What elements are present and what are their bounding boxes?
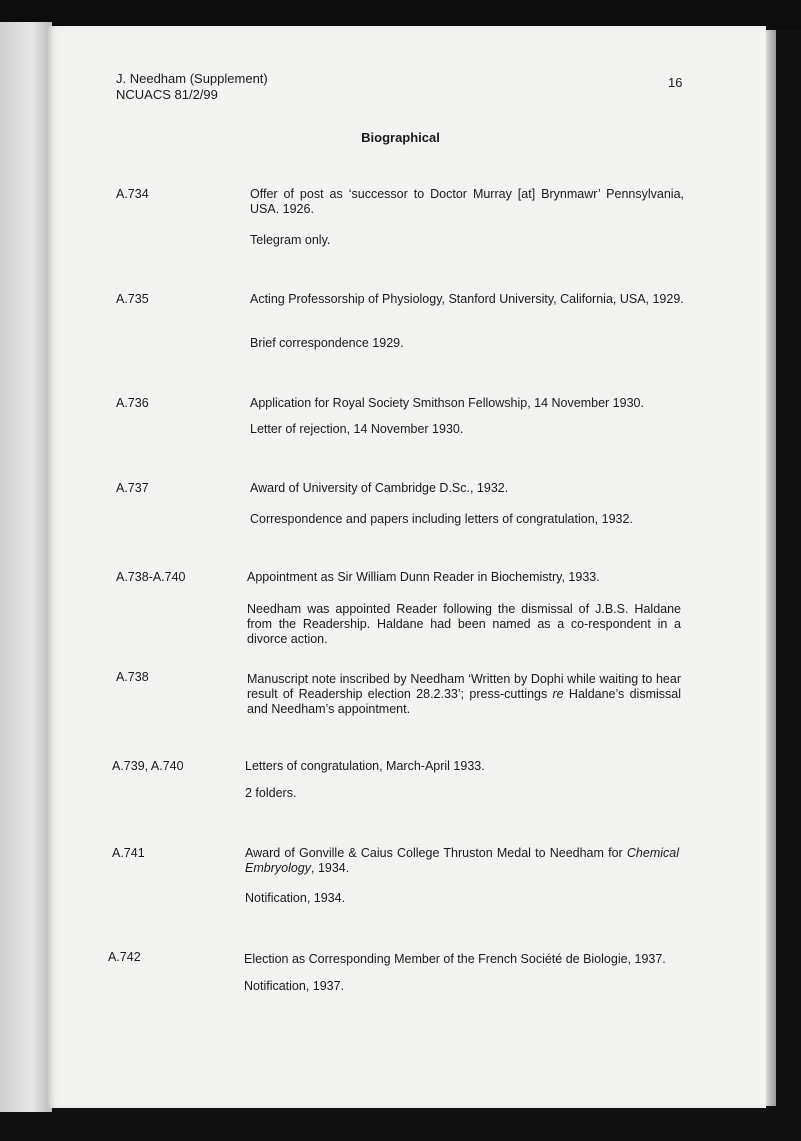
entry-ref: A.739, A.740 <box>112 759 184 773</box>
entry-title <box>247 672 681 717</box>
entry-ref: A.737 <box>116 481 149 495</box>
entry-title: Election as Corresponding Member of the French Société de Biologie, 1937. <box>244 952 666 966</box>
entry-title: Offer of post as ‘successor to Doctor Murray [at] Brynmawr’ Pennsylvania, USA. 1926. <box>250 187 684 216</box>
page-edge <box>766 30 776 1106</box>
entry-text: , 1934. <box>311 861 350 875</box>
entry-ref: A.742 <box>108 950 141 964</box>
entry-note: Notification, 1937. <box>244 979 345 993</box>
entry-title: Application for Royal Society Smithson Fellowship, 14 November 1930. <box>250 396 644 410</box>
entry-note: Brief correspondence 1929. <box>250 336 404 350</box>
entry-text: Haldane’s dismissal and Needham’s appointment. <box>247 687 681 716</box>
entry-ref: A.738 <box>116 670 149 684</box>
section-title: Biographical <box>361 130 440 145</box>
entry-ref: A.735 <box>116 292 149 306</box>
entry-ref: A.738-A.740 <box>116 570 186 584</box>
binding-edge <box>0 22 52 1112</box>
entry-note: Needham was appointed Reader following the dismissal of J.B.S. Haldane from the Readership. Haldane had been named as a co-respondent in a divorce action. <box>247 602 681 646</box>
entry-ref: A.741 <box>112 846 145 860</box>
entry-title: Award of University of Cambridge D.Sc., 1932. <box>250 481 509 495</box>
page-number: 16 <box>668 75 683 90</box>
entry-text: Manuscript note inscribed by Needham ‘Written by Dophi while waiting to hear result of Readership election 28.2.33’; press-cuttings <box>247 672 681 701</box>
entry-text-italic: Chemical Embryology <box>245 846 679 875</box>
document-header <box>116 71 268 103</box>
entry-note: Notification, 1934. <box>245 891 346 905</box>
header-reference: NCUACS 81/2/99 <box>116 87 218 102</box>
entry-note: Correspondence and papers including letters of congratulation, 1932. <box>250 512 633 526</box>
entry-text: Award of Gonville & Caius College Thruston Medal to Needham for <box>245 846 627 860</box>
entry-ref: A.736 <box>116 396 149 410</box>
entry-text-italic: re <box>552 687 564 701</box>
entry-title: Appointment as Sir William Dunn Reader in Biochemistry, 1933. <box>247 570 600 584</box>
entry-note: Telegram only. <box>250 233 331 247</box>
header-title: J. Needham (Supplement) <box>116 71 268 86</box>
entry-title <box>245 846 679 876</box>
entry-note: 2 folders. <box>245 786 297 800</box>
entry-title: Letters of congratulation, March-April 1933. <box>245 759 485 773</box>
entry-ref: A.734 <box>116 187 149 201</box>
entry-title: Acting Professorship of Physiology, Stanford University, California, USA, 1929. <box>250 292 684 306</box>
entry-note: Letter of rejection, 14 November 1930. <box>250 422 464 436</box>
